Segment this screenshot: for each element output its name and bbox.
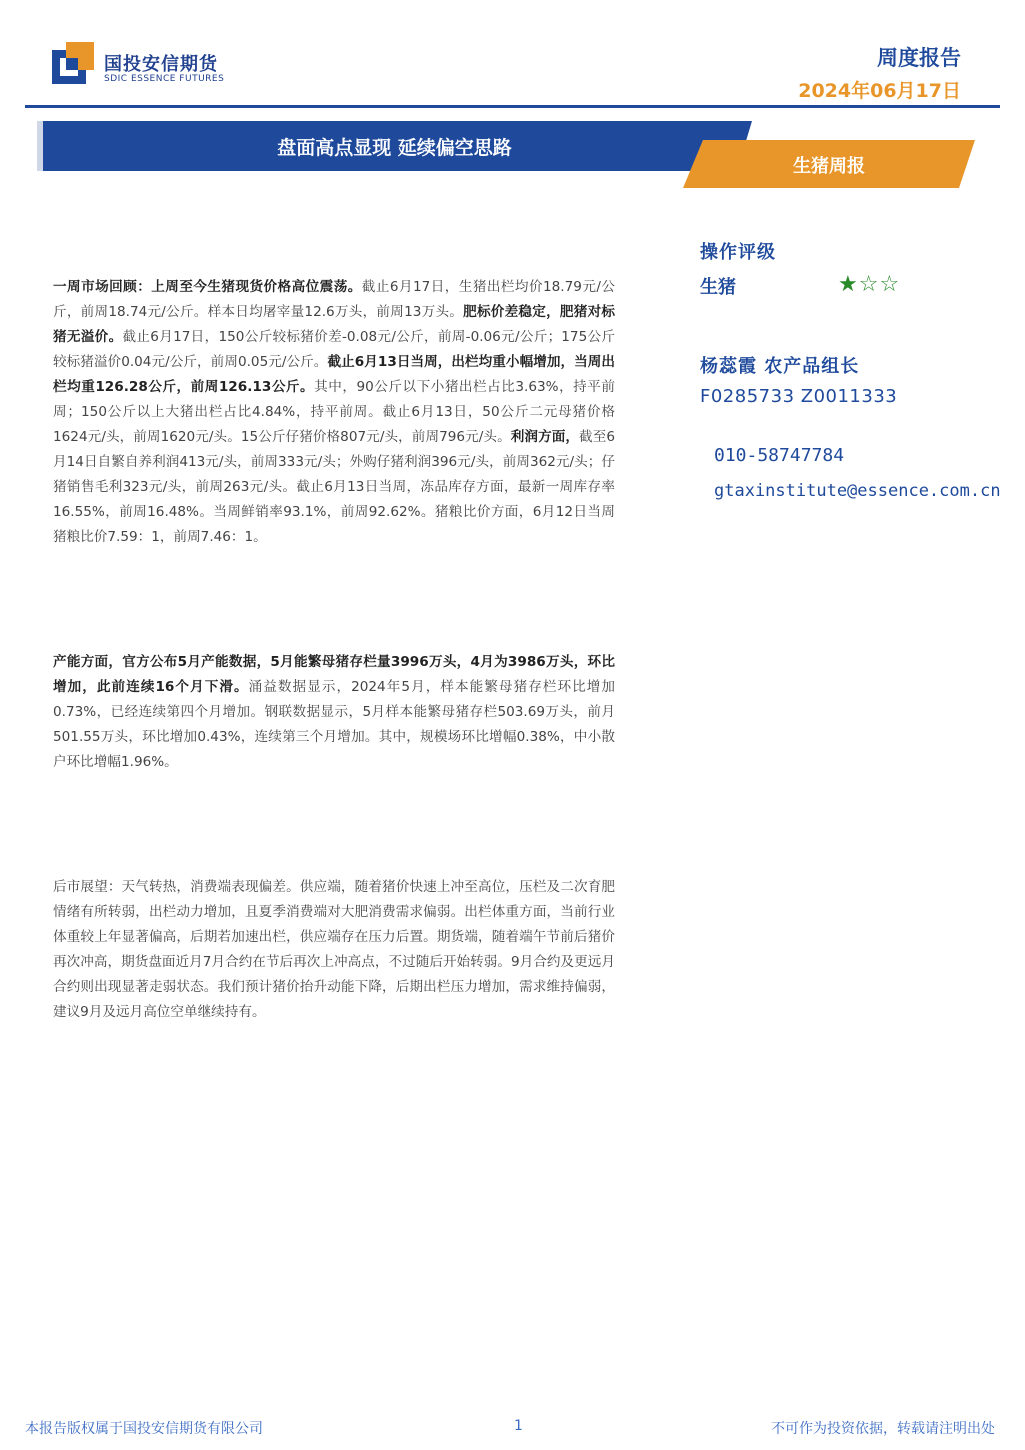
logo-mark-icon <box>52 42 94 84</box>
analyst-name: 杨蕊霞 农产品组长 <box>700 356 860 377</box>
rating-stars-icon: ★☆☆ <box>838 272 901 297</box>
p1-bold-2: 肥标价差稳定，肥猪对标猪无溢价。 <box>53 304 616 345</box>
page-number: 1 <box>514 1418 523 1434</box>
title-banner <box>37 121 752 171</box>
p2-bold-1: 产能方面，官方公布5月产能数据，5月能繁母猪存栏量3996万头，4月为3986万头，环比增加，此前连续16个月下滑。 <box>53 654 615 695</box>
contact-phone: 010-58747784 <box>714 445 845 466</box>
header-divider <box>25 105 1000 108</box>
paragraph-capacity <box>53 650 615 775</box>
rating-title: 操作评级 <box>700 242 776 263</box>
contact-email[interactable]: gtaxinstitute@essence.com.cn <box>714 481 1001 501</box>
footer-disclaimer: 不可作为投资依据，转载请注明出处 <box>771 1421 995 1437</box>
paragraph-outlook <box>53 875 615 1025</box>
footer-copyright: 本报告版权属于国投安信期货有限公司 <box>25 1421 263 1437</box>
logo-english-name: SDIC ESSENCE FUTURES <box>104 74 225 84</box>
logo-chinese-name: 国投安信期货 <box>104 54 218 75</box>
category-banner <box>683 140 975 188</box>
report-title: 盘面高点显现 延续偏空思路 <box>277 137 512 159</box>
p1-text-3: 其中，90公斤以下小猪出栏占比3.63%，持平前周；150公斤以上大猪出栏占比4.84%，持平前周。截止6月13日，50公斤二元母猪价格1624元/头，前周1620元/头。15公斤仔猪价格807元/头，前周796元/头。 <box>53 379 615 445</box>
rating-item: 生猪 <box>700 277 736 298</box>
p1-text-2: 截止6月17日，150公斤较标猪价差-0.08元/公斤，前周-0.06元/公斤；175公斤较标猪溢价0.04元/公斤，前周0.05元/公斤。 <box>53 329 616 370</box>
p1-bold-1: 一周市场回顾：上周至今生猪现货价格高位震荡。 <box>53 279 362 295</box>
report-date: 2024年06月17日 <box>798 80 961 102</box>
p1-bold-3: 截止6月13日当周，出栏均重小幅增加，当周出栏均重126.28公斤，前周126.13公斤。 <box>53 354 615 395</box>
analyst-license: F0285733 Z0011333 <box>700 386 898 407</box>
p3-text-1: 后市展望：天气转热，消费端表现偏差。供应端，随着猪价快速上冲至高位，压栏及二次育肥情绪有所转弱，出栏动力增加，且夏季消费端对大肥消费需求偏弱。出栏体重方面，当前行业体重较上年显著偏高，后期若加速出栏，供应端存在压力后置。期货端，随着端午节前后猪价再次冲高，期货盘面近月7月合约在节后再次上冲高点，不过随后开始转弱。9月合约及更远月合约则出现显著走弱状态。我们预计猪价抬升动能下降，后期出栏压力增加，需求维持偏弱，建议9月及远月高位空单继续持有。 <box>53 879 615 1020</box>
report-type: 周度报告 <box>877 46 961 70</box>
company-logo <box>52 42 252 90</box>
report-category: 生猪周报 <box>793 156 865 177</box>
p2-text-1: 涌益数据显示，2024年5月，样本能繁母猪存栏环比增加0.73%，已经连续第四个月增加。钢联数据显示，5月样本能繁母猪存栏503.69万头，前月501.55万头，环比增加0.43%，连续第三个月增加。其中，规模场环比增幅0.38%，中小散户环比增幅1.96%。 <box>53 679 615 770</box>
p1-bold-4: 利润方面， <box>510 429 580 445</box>
p1-text-1: 截止6月17日，生猪出栏均价18.79元/公斤，前周18.74元/公斤。样本日均屠宰量12.6万头，前周13万头。 <box>53 279 616 320</box>
p1-text-4: 截至6月14日自繁自养利润413元/头，前周333元/头；外购仔猪利润396元/头，前周362元/头；仔猪销售毛利323元/头，前周263元/头。截止6月13日当周，冻品库存方面，最新一周库存率16.55%，前周16.48%。当周鲜销率93.1%，前周92.62%。猪粮比价方面，6月12日当周猪粮比价7.59：1，前周7.46：1。 <box>53 429 616 545</box>
paragraph-market-review <box>53 275 615 550</box>
